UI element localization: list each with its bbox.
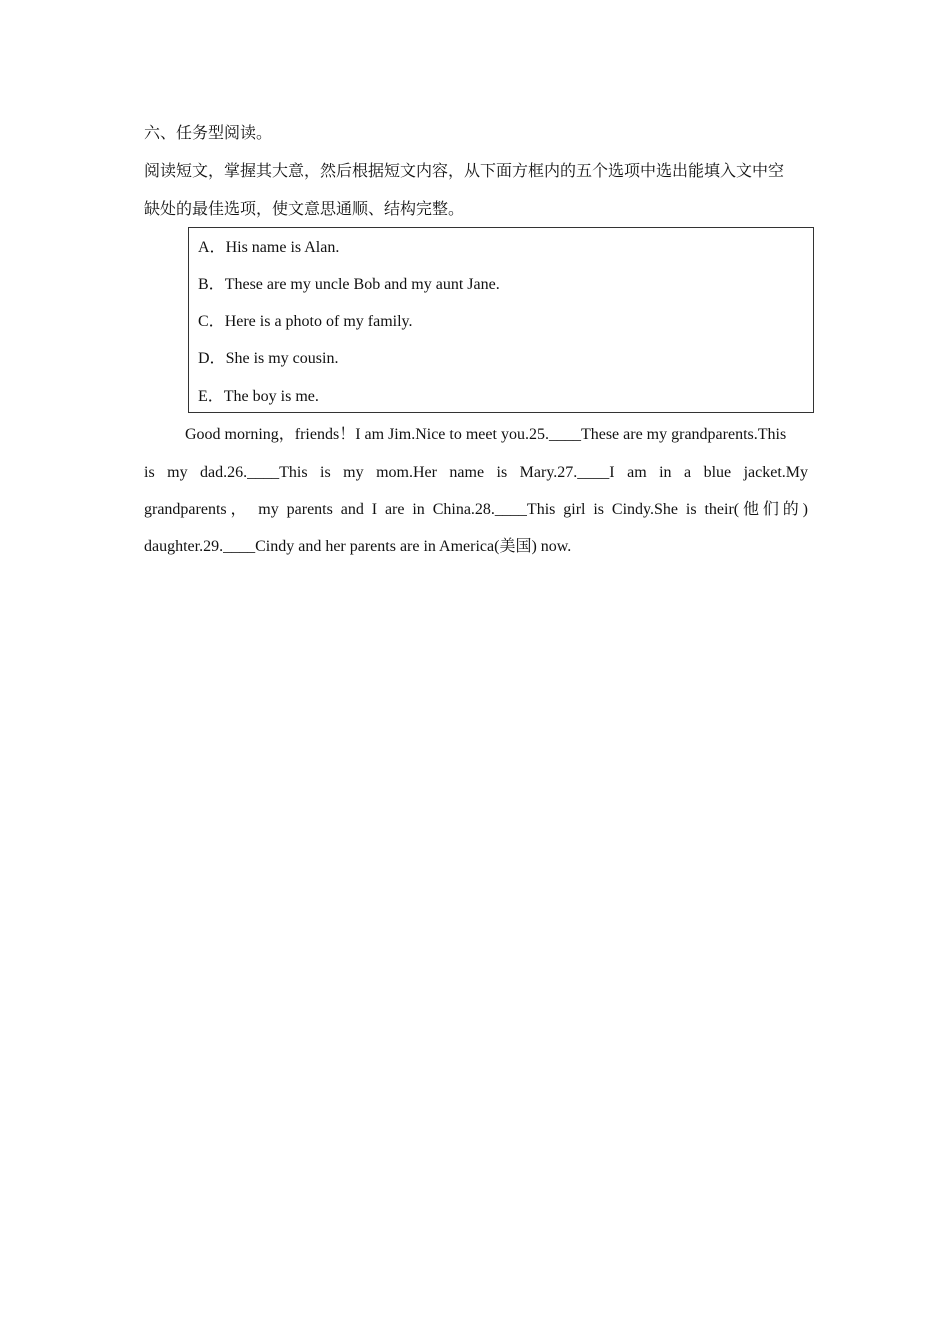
option-text: Here is a photo of my family. <box>224 313 413 330</box>
instruction-line-2: 缺处的最佳选项，使文意思通顺、结构完整。 <box>144 201 465 218</box>
passage-line-4: daughter.29.____Cindy and her parents are in America(美国) now. <box>144 538 572 555</box>
option-letter: B． <box>198 276 225 293</box>
passage-line-1: Good morning，friends！I am Jim.Nice to meet you.25.____These are my grandparents.This <box>185 426 787 443</box>
options-box <box>188 227 814 413</box>
passage-line-3: grandparents， my parents and I are in China.28.____This girl is Cindy.She is their(他们的) <box>144 501 808 518</box>
option-b <box>198 275 500 295</box>
passage-line-2: is my dad.26.____This is my mom.Her name is Mary.27.____I am in a blue jacket.My <box>144 464 808 481</box>
option-text: His name is Alan. <box>225 239 340 256</box>
section-heading: 六、任务型阅读。 <box>144 125 273 142</box>
instruction-line-1: 阅读短文，掌握其大意，然后根据短文内容，从下面方框内的五个选项中选出能填入文中空 <box>144 163 785 180</box>
option-c <box>198 312 413 332</box>
option-d <box>198 349 338 369</box>
option-letter: C． <box>198 313 225 330</box>
option-letter: A． <box>198 239 226 256</box>
option-text: She is my cousin. <box>225 350 339 367</box>
option-letter: D． <box>198 350 226 367</box>
option-letter: E． <box>198 388 224 405</box>
option-text: The boy is me. <box>223 388 319 405</box>
option-e <box>198 387 319 407</box>
option-a <box>198 238 339 258</box>
option-text: These are my uncle Bob and my aunt Jane. <box>224 276 500 293</box>
